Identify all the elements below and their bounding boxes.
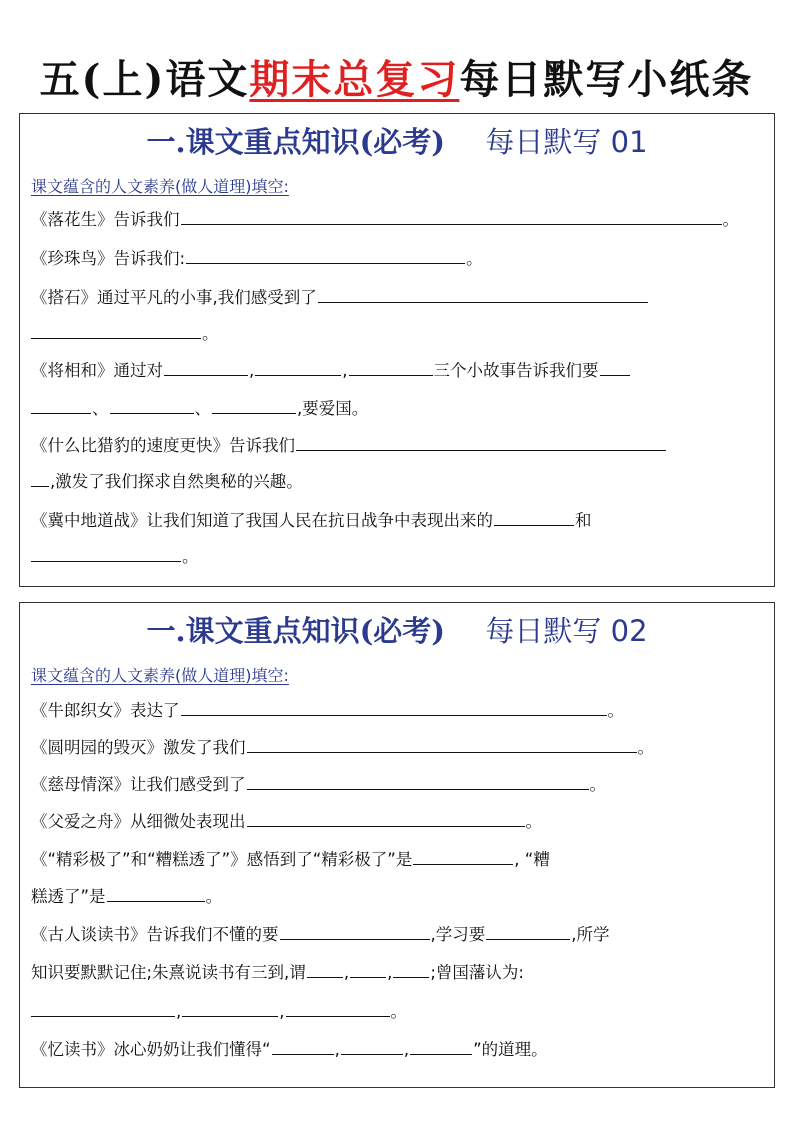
answer-blank[interactable] <box>296 434 666 451</box>
question-text: , <box>176 1002 182 1021</box>
question-text: 《将相和》通过对 <box>31 361 163 380</box>
question-text: ;曾国藩认为: <box>430 963 524 982</box>
answer-blank[interactable] <box>31 545 181 562</box>
question-line <box>31 208 766 232</box>
question-text: , <box>279 1002 285 1021</box>
question-text: 《父爱之舟》从细微处表现出 <box>31 812 246 831</box>
question-text: ,学习要 <box>430 925 486 944</box>
answer-blank[interactable] <box>31 1000 175 1017</box>
answer-blank[interactable] <box>600 359 630 376</box>
question-text: 。 <box>607 701 624 720</box>
answer-blank[interactable] <box>247 810 525 827</box>
question-text: 《搭石》通过平凡的小事,我们感受到了 <box>31 288 317 307</box>
answer-blank[interactable] <box>164 359 248 376</box>
question-line <box>31 545 766 569</box>
card-title <box>20 609 774 653</box>
answer-blank[interactable] <box>494 509 574 526</box>
question-text: ,激发了我们探求自然奥秘的兴趣。 <box>50 472 303 491</box>
question-line <box>31 848 766 872</box>
question-text: ”的道理。 <box>473 1040 548 1059</box>
question-text: 知识要默默记住;朱熹说读书有三到,谓 <box>31 963 306 982</box>
answer-blank[interactable] <box>286 1000 390 1017</box>
question-line <box>31 1038 766 1062</box>
answer-blank[interactable] <box>31 397 91 414</box>
question-text: 。 <box>722 210 739 229</box>
card-title-daily: 每日默写 01 <box>485 125 648 159</box>
question-line <box>31 247 766 271</box>
question-text: , <box>249 361 255 380</box>
question-text: 《落花生》告诉我们 <box>31 210 180 229</box>
question-text: 、 <box>92 399 109 418</box>
answer-blank[interactable] <box>486 923 570 940</box>
answer-blank[interactable] <box>413 848 513 865</box>
answer-blank[interactable] <box>393 961 429 978</box>
question-text: 。 <box>637 738 654 757</box>
question-text: , <box>403 1040 410 1059</box>
question-line <box>31 810 766 834</box>
answer-blank[interactable] <box>181 208 722 225</box>
answer-blank[interactable] <box>31 322 201 339</box>
question-text: , <box>387 963 393 982</box>
dictation-card-02 <box>19 602 775 1088</box>
question-text: 《圆明园的毁灭》激发了我们 <box>31 738 246 757</box>
answer-blank[interactable] <box>181 699 607 716</box>
question-line <box>31 509 766 533</box>
question-text: 《忆读书》冰心奶奶让我们懂得“ <box>31 1040 271 1059</box>
title-prefix: 五(上)语文 <box>39 56 250 103</box>
question-line <box>31 359 766 383</box>
question-line <box>31 434 766 458</box>
question-line <box>31 470 766 494</box>
card-title-main: 一.课文重点知识(必考) <box>146 614 446 648</box>
question-line <box>31 736 766 760</box>
question-text: 糕透了”是 <box>31 887 106 906</box>
answer-blank[interactable] <box>255 359 341 376</box>
answer-blank[interactable] <box>280 923 430 940</box>
answer-blank[interactable] <box>182 1000 278 1017</box>
answer-blank[interactable] <box>107 885 205 902</box>
answer-blank[interactable] <box>307 961 343 978</box>
question-line <box>31 322 766 346</box>
page-title <box>0 52 793 108</box>
question-text: 《珍珠鸟》告诉我们: <box>31 249 186 268</box>
section-subheading: 课文蕴含的人文素养(做人道理)填空: <box>31 177 289 196</box>
question-text: , “糟 <box>514 850 550 869</box>
question-line <box>31 397 766 421</box>
question-line <box>31 885 766 909</box>
answer-blank[interactable] <box>31 470 49 487</box>
question-text: , <box>334 1040 340 1059</box>
answer-blank[interactable] <box>318 286 648 303</box>
question-text: , <box>342 361 348 380</box>
question-text: 。 <box>525 812 542 831</box>
question-line <box>31 286 766 310</box>
question-text: 。 <box>589 775 606 794</box>
answer-blank[interactable] <box>247 736 637 753</box>
question-text: 。 <box>466 249 483 268</box>
answer-blank[interactable] <box>341 1038 403 1055</box>
title-suffix: 每日默写小纸条 <box>459 56 754 103</box>
question-text: 《冀中地道战》让我们知道了我国人民在抗日战争中表现出来的 <box>31 511 493 530</box>
title-highlight: 期末总复习 <box>249 56 460 103</box>
question-text: 。 <box>205 887 223 906</box>
question-text: 《慈母情深》让我们感受到了 <box>31 775 246 794</box>
answer-blank[interactable] <box>410 1038 472 1055</box>
question-line <box>31 961 766 985</box>
answer-blank[interactable] <box>349 359 433 376</box>
question-text: ,要爱国。 <box>297 399 369 418</box>
question-text: 《“精彩极了”和“糟糕透了”》感悟到了“精彩极了”是 <box>31 850 413 869</box>
answer-blank[interactable] <box>272 1038 334 1055</box>
answer-blank[interactable] <box>110 397 194 414</box>
answer-blank[interactable] <box>350 961 386 978</box>
question-text: 《古人谈读书》告诉我们不懂的要 <box>31 925 279 944</box>
card-title-main: 一.课文重点知识(必考) <box>146 125 446 159</box>
section-subheading: 课文蕴含的人文素养(做人道理)填空: <box>31 666 289 685</box>
question-text: 《什么比猎豹的速度更快》告诉我们 <box>31 436 295 455</box>
question-text: 。 <box>182 547 199 566</box>
question-line <box>31 699 766 723</box>
question-line <box>31 923 766 947</box>
question-text: 三个小故事告诉我们要 <box>433 361 599 380</box>
card-title <box>20 120 774 164</box>
question-text: 《牛郎织女》表达了 <box>31 701 180 720</box>
question-text: , <box>343 963 350 982</box>
question-line <box>31 1000 766 1024</box>
answer-blank[interactable] <box>212 397 296 414</box>
answer-blank[interactable] <box>247 773 589 790</box>
question-text: 、 <box>194 399 211 418</box>
question-line <box>31 773 766 797</box>
question-text: ,所学 <box>571 925 610 944</box>
question-text: 。 <box>202 324 219 343</box>
card-title-daily: 每日默写 02 <box>485 614 648 648</box>
dictation-card-01 <box>19 113 775 587</box>
question-text: 和 <box>575 511 592 530</box>
question-text: 。 <box>390 1002 407 1021</box>
answer-blank[interactable] <box>186 247 465 264</box>
